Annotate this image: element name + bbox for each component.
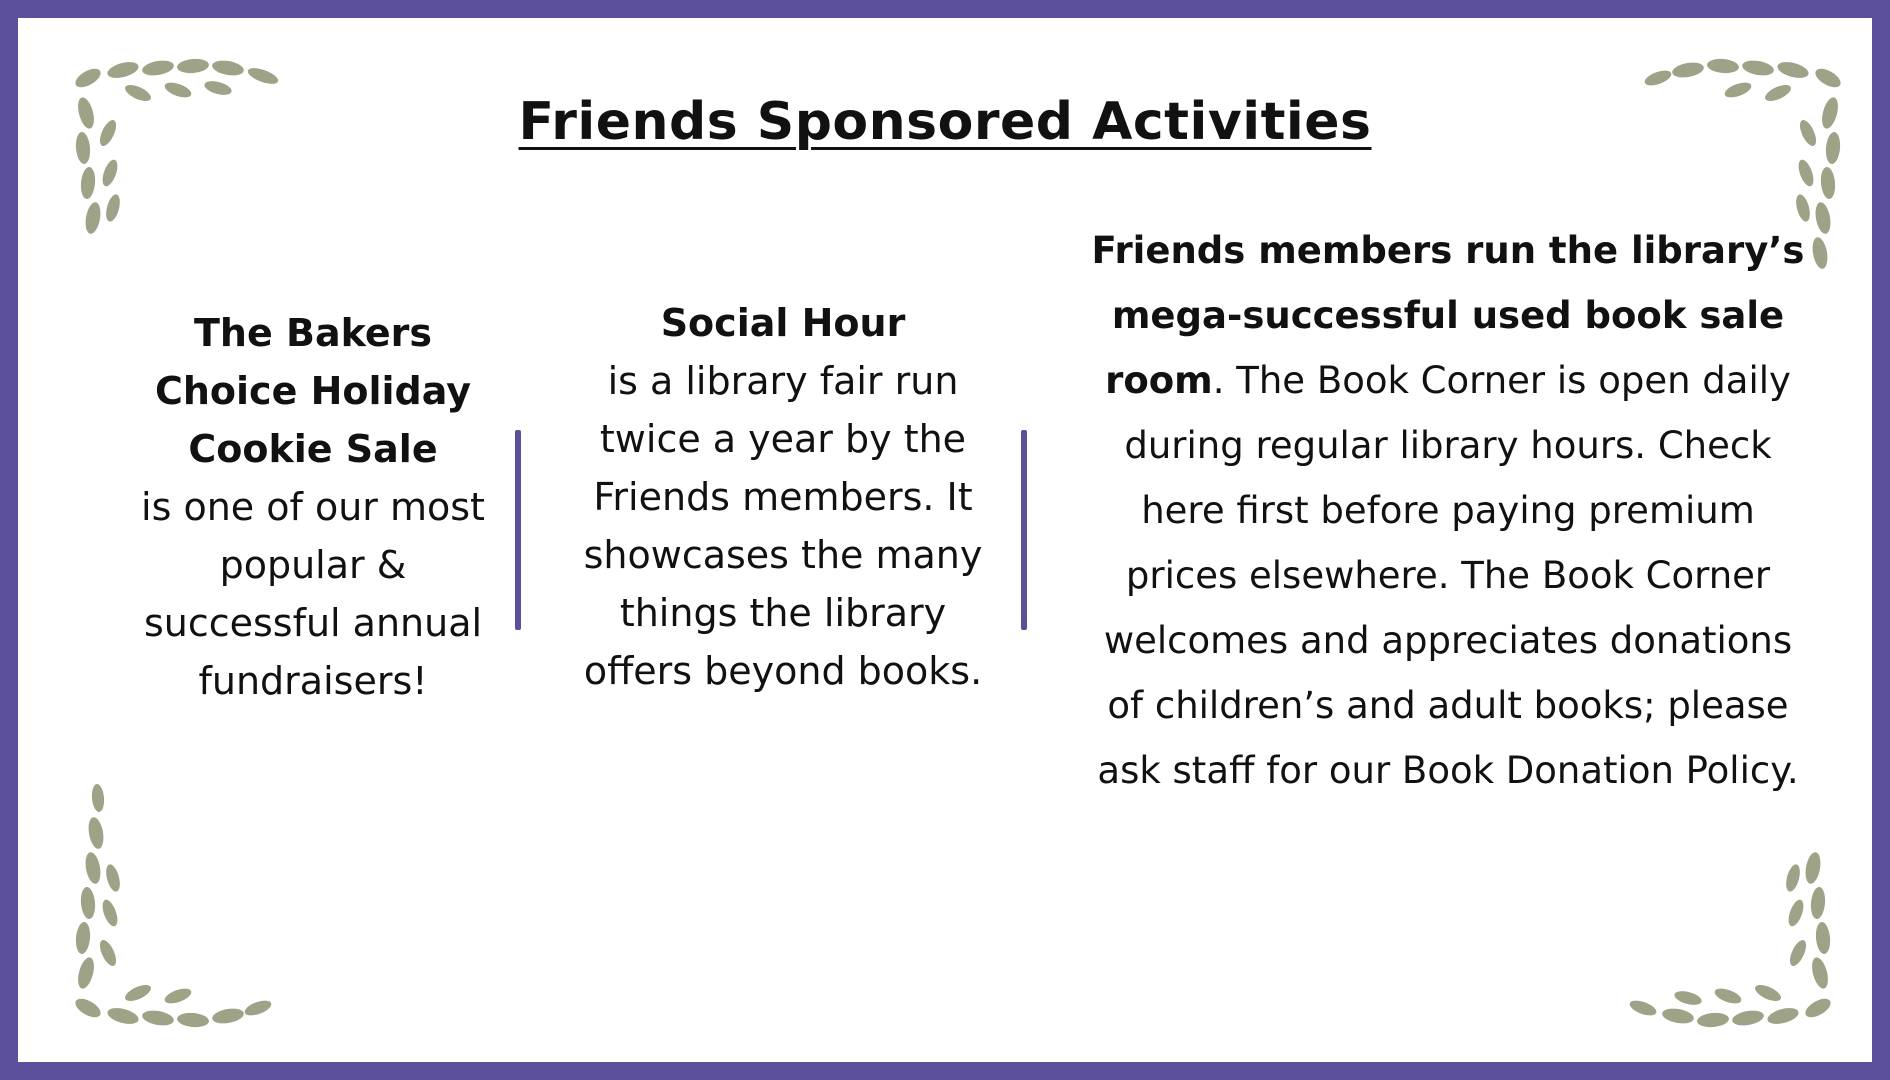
- column-divider-right: [1021, 430, 1027, 630]
- book-corner-heading: Friends members run the library’s mega-successful used book sale room: [1091, 229, 1805, 402]
- book-corner-section: [1088, 218, 1808, 803]
- bakers-body: is one of our most popular & successful annual fundraisers!: [141, 485, 485, 703]
- social-hour-section: [573, 294, 993, 700]
- social-hour-heading: Social Hour: [660, 301, 906, 345]
- bakers-heading: The Bakers Choice Holiday Cookie Sale: [154, 311, 471, 471]
- leaf-vine-icon-bottom-right: [1568, 788, 1858, 1048]
- column-divider-left: [515, 430, 521, 630]
- book-corner-body: . The Book Corner is open daily during regular library hours. Check here first before paying premium prices elsewhere. The Book Corner welcomes and appreciates donations of children’s and adult books; please ask staff for our Book Donation Policy.: [1097, 359, 1799, 792]
- bakers-section: [128, 304, 498, 710]
- leaf-vine-icon-bottom-left: [48, 758, 318, 1048]
- leaf-vine-icon-top-left: [48, 38, 348, 298]
- social-hour-body: is a library fair run twice a year by the Friends members. It showcases the many things the library offers beyond books.: [583, 359, 983, 693]
- page-title: Friends Sponsored Activities: [518, 92, 1372, 152]
- flyer-card: [18, 18, 1872, 1062]
